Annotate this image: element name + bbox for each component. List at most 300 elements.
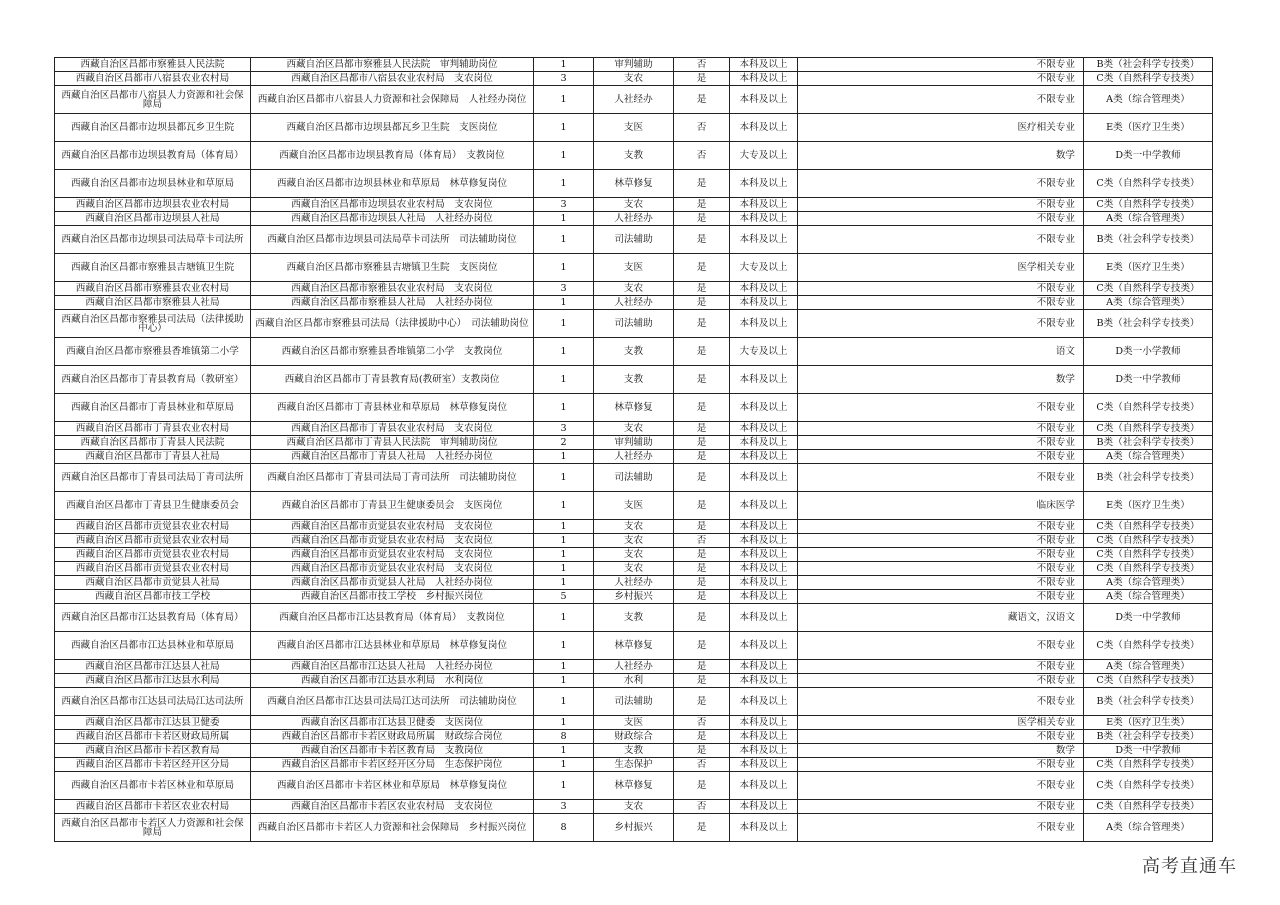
education-cell: 本科及以上: [730, 604, 798, 632]
flag-cell: 是: [674, 450, 730, 464]
education-cell: 大专及以上: [730, 338, 798, 366]
employer-cell: 西藏自治区昌都市江达县水利局: [55, 674, 251, 688]
education-cell: 本科及以上: [730, 730, 798, 744]
headcount-cell: 1: [534, 212, 594, 226]
position-cell: 西藏自治区昌都市卡若区财政局所属 财政综合岗位: [251, 730, 534, 744]
headcount-cell: 1: [534, 114, 594, 142]
role-cell: 支教: [594, 744, 674, 758]
position-cell: 西藏自治区昌都市贡觉县农业农村局 支农岗位: [251, 562, 534, 576]
headcount-cell: 1: [534, 562, 594, 576]
headcount-cell: 1: [534, 772, 594, 800]
role-cell: 支农: [594, 72, 674, 86]
category-cell: D类一中学教师: [1084, 744, 1213, 758]
major-cell: 不限专业: [798, 772, 1084, 800]
education-cell: 本科及以上: [730, 226, 798, 254]
major-cell: 临床医学: [798, 492, 1084, 520]
position-cell: 西藏自治区昌都市贡觉县农业农村局 支农岗位: [251, 534, 534, 548]
employer-cell: 西藏自治区昌都市卡若区农业农村局: [55, 800, 251, 814]
education-cell: 本科及以上: [730, 716, 798, 730]
table-row: [55, 450, 1213, 464]
major-cell: 不限专业: [798, 450, 1084, 464]
major-cell: 不限专业: [798, 170, 1084, 198]
role-cell: 支农: [594, 548, 674, 562]
flag-cell: 是: [674, 226, 730, 254]
position-cell: 西藏自治区昌都市江达县人社局 人社经办岗位: [251, 660, 534, 674]
flag-cell: 否: [674, 758, 730, 772]
major-cell: 数学: [798, 366, 1084, 394]
major-cell: 不限专业: [798, 674, 1084, 688]
category-cell: B类（社会科学专技类）: [1084, 58, 1213, 72]
table-row: [55, 674, 1213, 688]
education-cell: 本科及以上: [730, 366, 798, 394]
headcount-cell: 1: [534, 744, 594, 758]
role-cell: 支农: [594, 422, 674, 436]
category-cell: C类（自然科学专技类）: [1084, 548, 1213, 562]
table-row: [55, 394, 1213, 422]
major-cell: 不限专业: [798, 562, 1084, 576]
education-cell: 本科及以上: [730, 436, 798, 450]
flag-cell: 是: [674, 632, 730, 660]
role-cell: 财政综合: [594, 730, 674, 744]
employer-cell: 西藏自治区昌都市八宿县农业农村局: [55, 72, 251, 86]
table-row: [55, 492, 1213, 520]
category-cell: A类（综合管理类）: [1084, 212, 1213, 226]
role-cell: 支医: [594, 114, 674, 142]
employer-cell: 西藏自治区昌都市边坝县林业和草原局: [55, 170, 251, 198]
flag-cell: 是: [674, 492, 730, 520]
role-cell: 人社经办: [594, 576, 674, 590]
role-cell: 乡村振兴: [594, 814, 674, 842]
flag-cell: 是: [674, 170, 730, 198]
role-cell: 支教: [594, 338, 674, 366]
table-row: [55, 114, 1213, 142]
position-cell: 西藏自治区昌都市贡觉县农业农村局 支农岗位: [251, 520, 534, 534]
role-cell: 人社经办: [594, 212, 674, 226]
table-row: [55, 716, 1213, 730]
employer-cell: 西藏自治区昌都市丁青县人民法院: [55, 436, 251, 450]
table-row: [55, 772, 1213, 800]
major-cell: 不限专业: [798, 688, 1084, 716]
education-cell: 本科及以上: [730, 72, 798, 86]
category-cell: C类（自然科学专技类）: [1084, 282, 1213, 296]
role-cell: 人社经办: [594, 450, 674, 464]
headcount-cell: 1: [534, 674, 594, 688]
major-cell: 不限专业: [798, 86, 1084, 114]
headcount-cell: 1: [534, 366, 594, 394]
role-cell: 支教: [594, 142, 674, 170]
flag-cell: 否: [674, 534, 730, 548]
major-cell: 医学相关专业: [798, 716, 1084, 730]
role-cell: 生态保护: [594, 758, 674, 772]
headcount-cell: 1: [534, 604, 594, 632]
education-cell: 本科及以上: [730, 758, 798, 772]
role-cell: 司法辅助: [594, 464, 674, 492]
employer-cell: 西藏自治区昌都市边坝县农业农村局: [55, 198, 251, 212]
category-cell: D类一小学教师: [1084, 338, 1213, 366]
employer-cell: 西藏自治区昌都市丁青县司法局丁青司法所: [55, 464, 251, 492]
table-row: [55, 688, 1213, 716]
category-cell: A类（综合管理类）: [1084, 576, 1213, 590]
education-cell: 本科及以上: [730, 674, 798, 688]
role-cell: 水利: [594, 674, 674, 688]
major-cell: 不限专业: [798, 436, 1084, 450]
major-cell: 语文: [798, 338, 1084, 366]
headcount-cell: 1: [534, 310, 594, 338]
employer-cell: 西藏自治区昌都市江达县林业和草原局: [55, 632, 251, 660]
category-cell: C类（自然科学专技类）: [1084, 422, 1213, 436]
major-cell: 不限专业: [798, 212, 1084, 226]
headcount-cell: 1: [534, 450, 594, 464]
table-row: [55, 800, 1213, 814]
role-cell: 审判辅助: [594, 58, 674, 72]
position-cell: 西藏自治区昌都市丁青县林业和草原局 林草修复岗位: [251, 394, 534, 422]
employer-cell: 西藏自治区昌都市丁青县卫生健康委员会: [55, 492, 251, 520]
headcount-cell: 1: [534, 170, 594, 198]
category-cell: C类（自然科学专技类）: [1084, 772, 1213, 800]
headcount-cell: 1: [534, 520, 594, 534]
major-cell: 不限专业: [798, 282, 1084, 296]
major-cell: 不限专业: [798, 758, 1084, 772]
category-cell: C类（自然科学专技类）: [1084, 72, 1213, 86]
employer-cell: 西藏自治区昌都市察雅县农业农村局: [55, 282, 251, 296]
flag-cell: 是: [674, 72, 730, 86]
category-cell: E类（医疗卫生类）: [1084, 254, 1213, 282]
flag-cell: 是: [674, 744, 730, 758]
position-cell: 西藏自治区昌都市边坝县农业农村局 支农岗位: [251, 198, 534, 212]
education-cell: 本科及以上: [730, 86, 798, 114]
table-row: [55, 226, 1213, 254]
role-cell: 乡村振兴: [594, 590, 674, 604]
major-cell: 不限专业: [798, 464, 1084, 492]
flag-cell: 是: [674, 604, 730, 632]
major-cell: 不限专业: [798, 632, 1084, 660]
major-cell: 不限专业: [798, 296, 1084, 310]
category-cell: A类（综合管理类）: [1084, 450, 1213, 464]
category-cell: C类（自然科学专技类）: [1084, 758, 1213, 772]
table-row: [55, 338, 1213, 366]
role-cell: 司法辅助: [594, 310, 674, 338]
table-row: [55, 632, 1213, 660]
education-cell: 本科及以上: [730, 688, 798, 716]
major-cell: 不限专业: [798, 730, 1084, 744]
employer-cell: 西藏自治区昌都市边坝县都瓦乡卫生院: [55, 114, 251, 142]
headcount-cell: 3: [534, 800, 594, 814]
education-cell: 本科及以上: [730, 520, 798, 534]
employer-cell: 西藏自治区昌都市丁青县农业农村局: [55, 422, 251, 436]
major-cell: 不限专业: [798, 660, 1084, 674]
education-cell: 大专及以上: [730, 142, 798, 170]
category-cell: B类（社会科学专技类）: [1084, 436, 1213, 450]
category-cell: B类（社会科学专技类）: [1084, 688, 1213, 716]
category-cell: E类（医疗卫生类）: [1084, 492, 1213, 520]
employer-cell: 西藏自治区昌都市江达县人社局: [55, 660, 251, 674]
category-cell: B类（社会科学专技类）: [1084, 226, 1213, 254]
position-cell: 西藏自治区昌都市边坝县人社局 人社经办岗位: [251, 212, 534, 226]
education-cell: 本科及以上: [730, 114, 798, 142]
role-cell: 林草修复: [594, 632, 674, 660]
flag-cell: 否: [674, 142, 730, 170]
headcount-cell: 1: [534, 632, 594, 660]
table-row: [55, 72, 1213, 86]
role-cell: 支农: [594, 198, 674, 212]
major-cell: 不限专业: [798, 422, 1084, 436]
headcount-cell: 1: [534, 464, 594, 492]
position-cell: 西藏自治区昌都市丁青县司法局丁青司法所 司法辅助岗位: [251, 464, 534, 492]
position-cell: 西藏自治区昌都市察雅县香堆镇第二小学 支教岗位: [251, 338, 534, 366]
employer-cell: 西藏自治区昌都市察雅县司法局（法律援助中心）: [55, 310, 251, 338]
headcount-cell: 1: [534, 492, 594, 520]
employer-cell: 西藏自治区昌都市丁青县人社局: [55, 450, 251, 464]
employer-cell: 西藏自治区昌都市察雅县人社局: [55, 296, 251, 310]
position-cell: 西藏自治区昌都市卡若区林业和草原局 林草修复岗位: [251, 772, 534, 800]
role-cell: 支农: [594, 520, 674, 534]
major-cell: 藏语文，汉语文: [798, 604, 1084, 632]
role-cell: 支教: [594, 604, 674, 632]
flag-cell: 是: [674, 366, 730, 394]
employer-cell: 西藏自治区昌都市江达县司法局江达司法所: [55, 688, 251, 716]
education-cell: 本科及以上: [730, 450, 798, 464]
headcount-cell: 1: [534, 58, 594, 72]
table-row: [55, 58, 1213, 72]
headcount-cell: 5: [534, 590, 594, 604]
position-cell: 西藏自治区昌都市江达县林业和草原局 林草修复岗位: [251, 632, 534, 660]
position-cell: 西藏自治区昌都市丁青县教育局(教研室）支教岗位: [251, 366, 534, 394]
headcount-cell: 1: [534, 660, 594, 674]
education-cell: 本科及以上: [730, 464, 798, 492]
headcount-cell: 1: [534, 142, 594, 170]
position-cell: 西藏自治区昌都市江达县司法局江达司法所 司法辅助岗位: [251, 688, 534, 716]
major-cell: 医学相关专业: [798, 254, 1084, 282]
table-row: [55, 86, 1213, 114]
role-cell: 人社经办: [594, 296, 674, 310]
employer-cell: 西藏自治区昌都市卡若区林业和草原局: [55, 772, 251, 800]
headcount-cell: 1: [534, 296, 594, 310]
major-cell: 数学: [798, 744, 1084, 758]
category-cell: C类（自然科学专技类）: [1084, 520, 1213, 534]
flag-cell: 是: [674, 254, 730, 282]
position-cell: 西藏自治区昌都市察雅县司法局（法律援助中心） 司法辅助岗位: [251, 310, 534, 338]
position-cell: 西藏自治区昌都市八宿县人力资源和社会保障局 人社经办岗位: [251, 86, 534, 114]
flag-cell: 是: [674, 548, 730, 562]
headcount-cell: 3: [534, 72, 594, 86]
employer-cell: 西藏自治区昌都市贡觉县农业农村局: [55, 548, 251, 562]
role-cell: 司法辅助: [594, 226, 674, 254]
table-row: [55, 590, 1213, 604]
position-cell: 西藏自治区昌都市察雅县人社局 人社经办岗位: [251, 296, 534, 310]
category-cell: B类（社会科学专技类）: [1084, 730, 1213, 744]
employer-cell: 西藏自治区昌都市丁青县林业和草原局: [55, 394, 251, 422]
headcount-cell: 1: [534, 338, 594, 366]
position-cell: 西藏自治区昌都市边坝县林业和草原局 林草修复岗位: [251, 170, 534, 198]
category-cell: C类（自然科学专技类）: [1084, 534, 1213, 548]
role-cell: 审判辅助: [594, 436, 674, 450]
education-cell: 本科及以上: [730, 814, 798, 842]
employer-cell: 西藏自治区昌都市边坝县教育局（体育局）: [55, 142, 251, 170]
category-cell: C类（自然科学专技类）: [1084, 198, 1213, 212]
position-cell: 西藏自治区昌都市丁青县卫生健康委员会 支医岗位: [251, 492, 534, 520]
flag-cell: 是: [674, 338, 730, 366]
major-cell: 不限专业: [798, 520, 1084, 534]
headcount-cell: 1: [534, 758, 594, 772]
position-cell: 西藏自治区昌都市察雅县农业农村局 支农岗位: [251, 282, 534, 296]
headcount-cell: 3: [534, 198, 594, 212]
table-row: [55, 534, 1213, 548]
major-cell: 不限专业: [798, 534, 1084, 548]
position-cell: 西藏自治区昌都市江达县水利局 水利岗位: [251, 674, 534, 688]
major-cell: 不限专业: [798, 576, 1084, 590]
recruitment-table: [54, 57, 1213, 842]
table-row: [55, 576, 1213, 590]
flag-cell: 是: [674, 576, 730, 590]
role-cell: 林草修复: [594, 772, 674, 800]
flag-cell: 是: [674, 212, 730, 226]
employer-cell: 西藏自治区昌都市卡若区人力资源和社会保障局: [55, 814, 251, 842]
category-cell: A类（综合管理类）: [1084, 660, 1213, 674]
education-cell: 本科及以上: [730, 422, 798, 436]
table-row: [55, 730, 1213, 744]
table-row: [55, 744, 1213, 758]
major-cell: 不限专业: [798, 226, 1084, 254]
table-row: [55, 604, 1213, 632]
employer-cell: 西藏自治区昌都市贡觉县农业农村局: [55, 562, 251, 576]
position-cell: 西藏自治区昌都市卡若区经开区分局 生态保护岗位: [251, 758, 534, 772]
position-cell: 西藏自治区昌都市边坝县都瓦乡卫生院 支医岗位: [251, 114, 534, 142]
flag-cell: 是: [674, 296, 730, 310]
role-cell: 支农: [594, 282, 674, 296]
flag-cell: 是: [674, 282, 730, 296]
watermark-text: 高考直通车: [1142, 856, 1237, 877]
table-row: [55, 198, 1213, 212]
education-cell: 本科及以上: [730, 632, 798, 660]
employer-cell: 西藏自治区昌都市察雅县人民法院: [55, 58, 251, 72]
flag-cell: 否: [674, 114, 730, 142]
headcount-cell: 8: [534, 814, 594, 842]
table-row: [55, 520, 1213, 534]
category-cell: C类（自然科学专技类）: [1084, 800, 1213, 814]
headcount-cell: 1: [534, 534, 594, 548]
table-row: [55, 212, 1213, 226]
headcount-cell: 1: [534, 688, 594, 716]
major-cell: 不限专业: [798, 72, 1084, 86]
education-cell: 本科及以上: [730, 282, 798, 296]
role-cell: 人社经办: [594, 660, 674, 674]
position-cell: 西藏自治区昌都市贡觉县人社局 人社经办岗位: [251, 576, 534, 590]
category-cell: B类（社会科学专技类）: [1084, 464, 1213, 492]
role-cell: 支农: [594, 534, 674, 548]
flag-cell: 是: [674, 310, 730, 338]
employer-cell: 西藏自治区昌都市察雅县香堆镇第二小学: [55, 338, 251, 366]
headcount-cell: 2: [534, 436, 594, 450]
table-row: [55, 814, 1213, 842]
employer-cell: 西藏自治区昌都市江达县卫健委: [55, 716, 251, 730]
role-cell: 人社经办: [594, 86, 674, 114]
position-cell: 西藏自治区昌都市卡若区人力资源和社会保障局 乡村振兴岗位: [251, 814, 534, 842]
education-cell: 本科及以上: [730, 576, 798, 590]
category-cell: D类一中学教师: [1084, 604, 1213, 632]
employer-cell: 西藏自治区昌都市卡若区财政局所属: [55, 730, 251, 744]
position-cell: 西藏自治区昌都市察雅县人民法院 审判辅助岗位: [251, 58, 534, 72]
position-cell: 西藏自治区昌都市边坝县司法局草卡司法所 司法辅助岗位: [251, 226, 534, 254]
category-cell: D类一中学教师: [1084, 366, 1213, 394]
category-cell: C类（自然科学专技类）: [1084, 394, 1213, 422]
flag-cell: 否: [674, 716, 730, 730]
education-cell: 大专及以上: [730, 254, 798, 282]
employer-cell: 西藏自治区昌都市边坝县人社局: [55, 212, 251, 226]
table-row: [55, 282, 1213, 296]
table-row: [55, 562, 1213, 576]
headcount-cell: 1: [534, 254, 594, 282]
position-cell: 西藏自治区昌都市丁青县农业农村局 支农岗位: [251, 422, 534, 436]
headcount-cell: 3: [534, 282, 594, 296]
position-cell: 西藏自治区昌都市丁青县人民法院 审判辅助岗位: [251, 436, 534, 450]
education-cell: 本科及以上: [730, 198, 798, 212]
major-cell: 不限专业: [798, 310, 1084, 338]
education-cell: 本科及以上: [730, 772, 798, 800]
table-row: [55, 464, 1213, 492]
position-cell: 西藏自治区昌都市贡觉县农业农村局 支农岗位: [251, 548, 534, 562]
education-cell: 本科及以上: [730, 58, 798, 72]
role-cell: 司法辅助: [594, 688, 674, 716]
category-cell: C类（自然科学专技类）: [1084, 632, 1213, 660]
headcount-cell: 1: [534, 716, 594, 730]
role-cell: 林草修复: [594, 170, 674, 198]
role-cell: 支医: [594, 254, 674, 282]
position-cell: 西藏自治区昌都市江达县教育局（体育局） 支教岗位: [251, 604, 534, 632]
flag-cell: 是: [674, 562, 730, 576]
flag-cell: 是: [674, 590, 730, 604]
education-cell: 本科及以上: [730, 548, 798, 562]
category-cell: D类一中学教师: [1084, 142, 1213, 170]
flag-cell: 是: [674, 660, 730, 674]
flag-cell: 是: [674, 394, 730, 422]
table-row: [55, 660, 1213, 674]
category-cell: E类（医疗卫生类）: [1084, 114, 1213, 142]
headcount-cell: 1: [534, 548, 594, 562]
flag-cell: 是: [674, 464, 730, 492]
position-cell: 西藏自治区昌都市卡若区教育局 支教岗位: [251, 744, 534, 758]
employer-cell: 西藏自治区昌都市丁青县教育局（教研室）: [55, 366, 251, 394]
position-cell: 西藏自治区昌都市技工学校 乡村振兴岗位: [251, 590, 534, 604]
table-row: [55, 310, 1213, 338]
education-cell: 本科及以上: [730, 170, 798, 198]
employer-cell: 西藏自治区昌都市卡若区经开区分局: [55, 758, 251, 772]
employer-cell: 西藏自治区昌都市边坝县司法局草卡司法所: [55, 226, 251, 254]
table-row: [55, 254, 1213, 282]
major-cell: 不限专业: [798, 58, 1084, 72]
table-row: [55, 296, 1213, 310]
major-cell: 不限专业: [798, 814, 1084, 842]
table-row: [55, 548, 1213, 562]
flag-cell: 否: [674, 58, 730, 72]
employer-cell: 西藏自治区昌都市技工学校: [55, 590, 251, 604]
major-cell: 不限专业: [798, 590, 1084, 604]
headcount-cell: 1: [534, 86, 594, 114]
education-cell: 本科及以上: [730, 212, 798, 226]
role-cell: 支农: [594, 800, 674, 814]
position-cell: 西藏自治区昌都市八宿县农业农村局 支农岗位: [251, 72, 534, 86]
category-cell: E类（医疗卫生类）: [1084, 716, 1213, 730]
table-row: [55, 142, 1213, 170]
education-cell: 本科及以上: [730, 310, 798, 338]
flag-cell: 是: [674, 674, 730, 688]
employer-cell: 西藏自治区昌都市贡觉县农业农村局: [55, 534, 251, 548]
category-cell: B类（社会科学专技类）: [1084, 310, 1213, 338]
flag-cell: 是: [674, 422, 730, 436]
headcount-cell: 1: [534, 226, 594, 254]
education-cell: 本科及以上: [730, 590, 798, 604]
headcount-cell: 3: [534, 422, 594, 436]
education-cell: 本科及以上: [730, 562, 798, 576]
